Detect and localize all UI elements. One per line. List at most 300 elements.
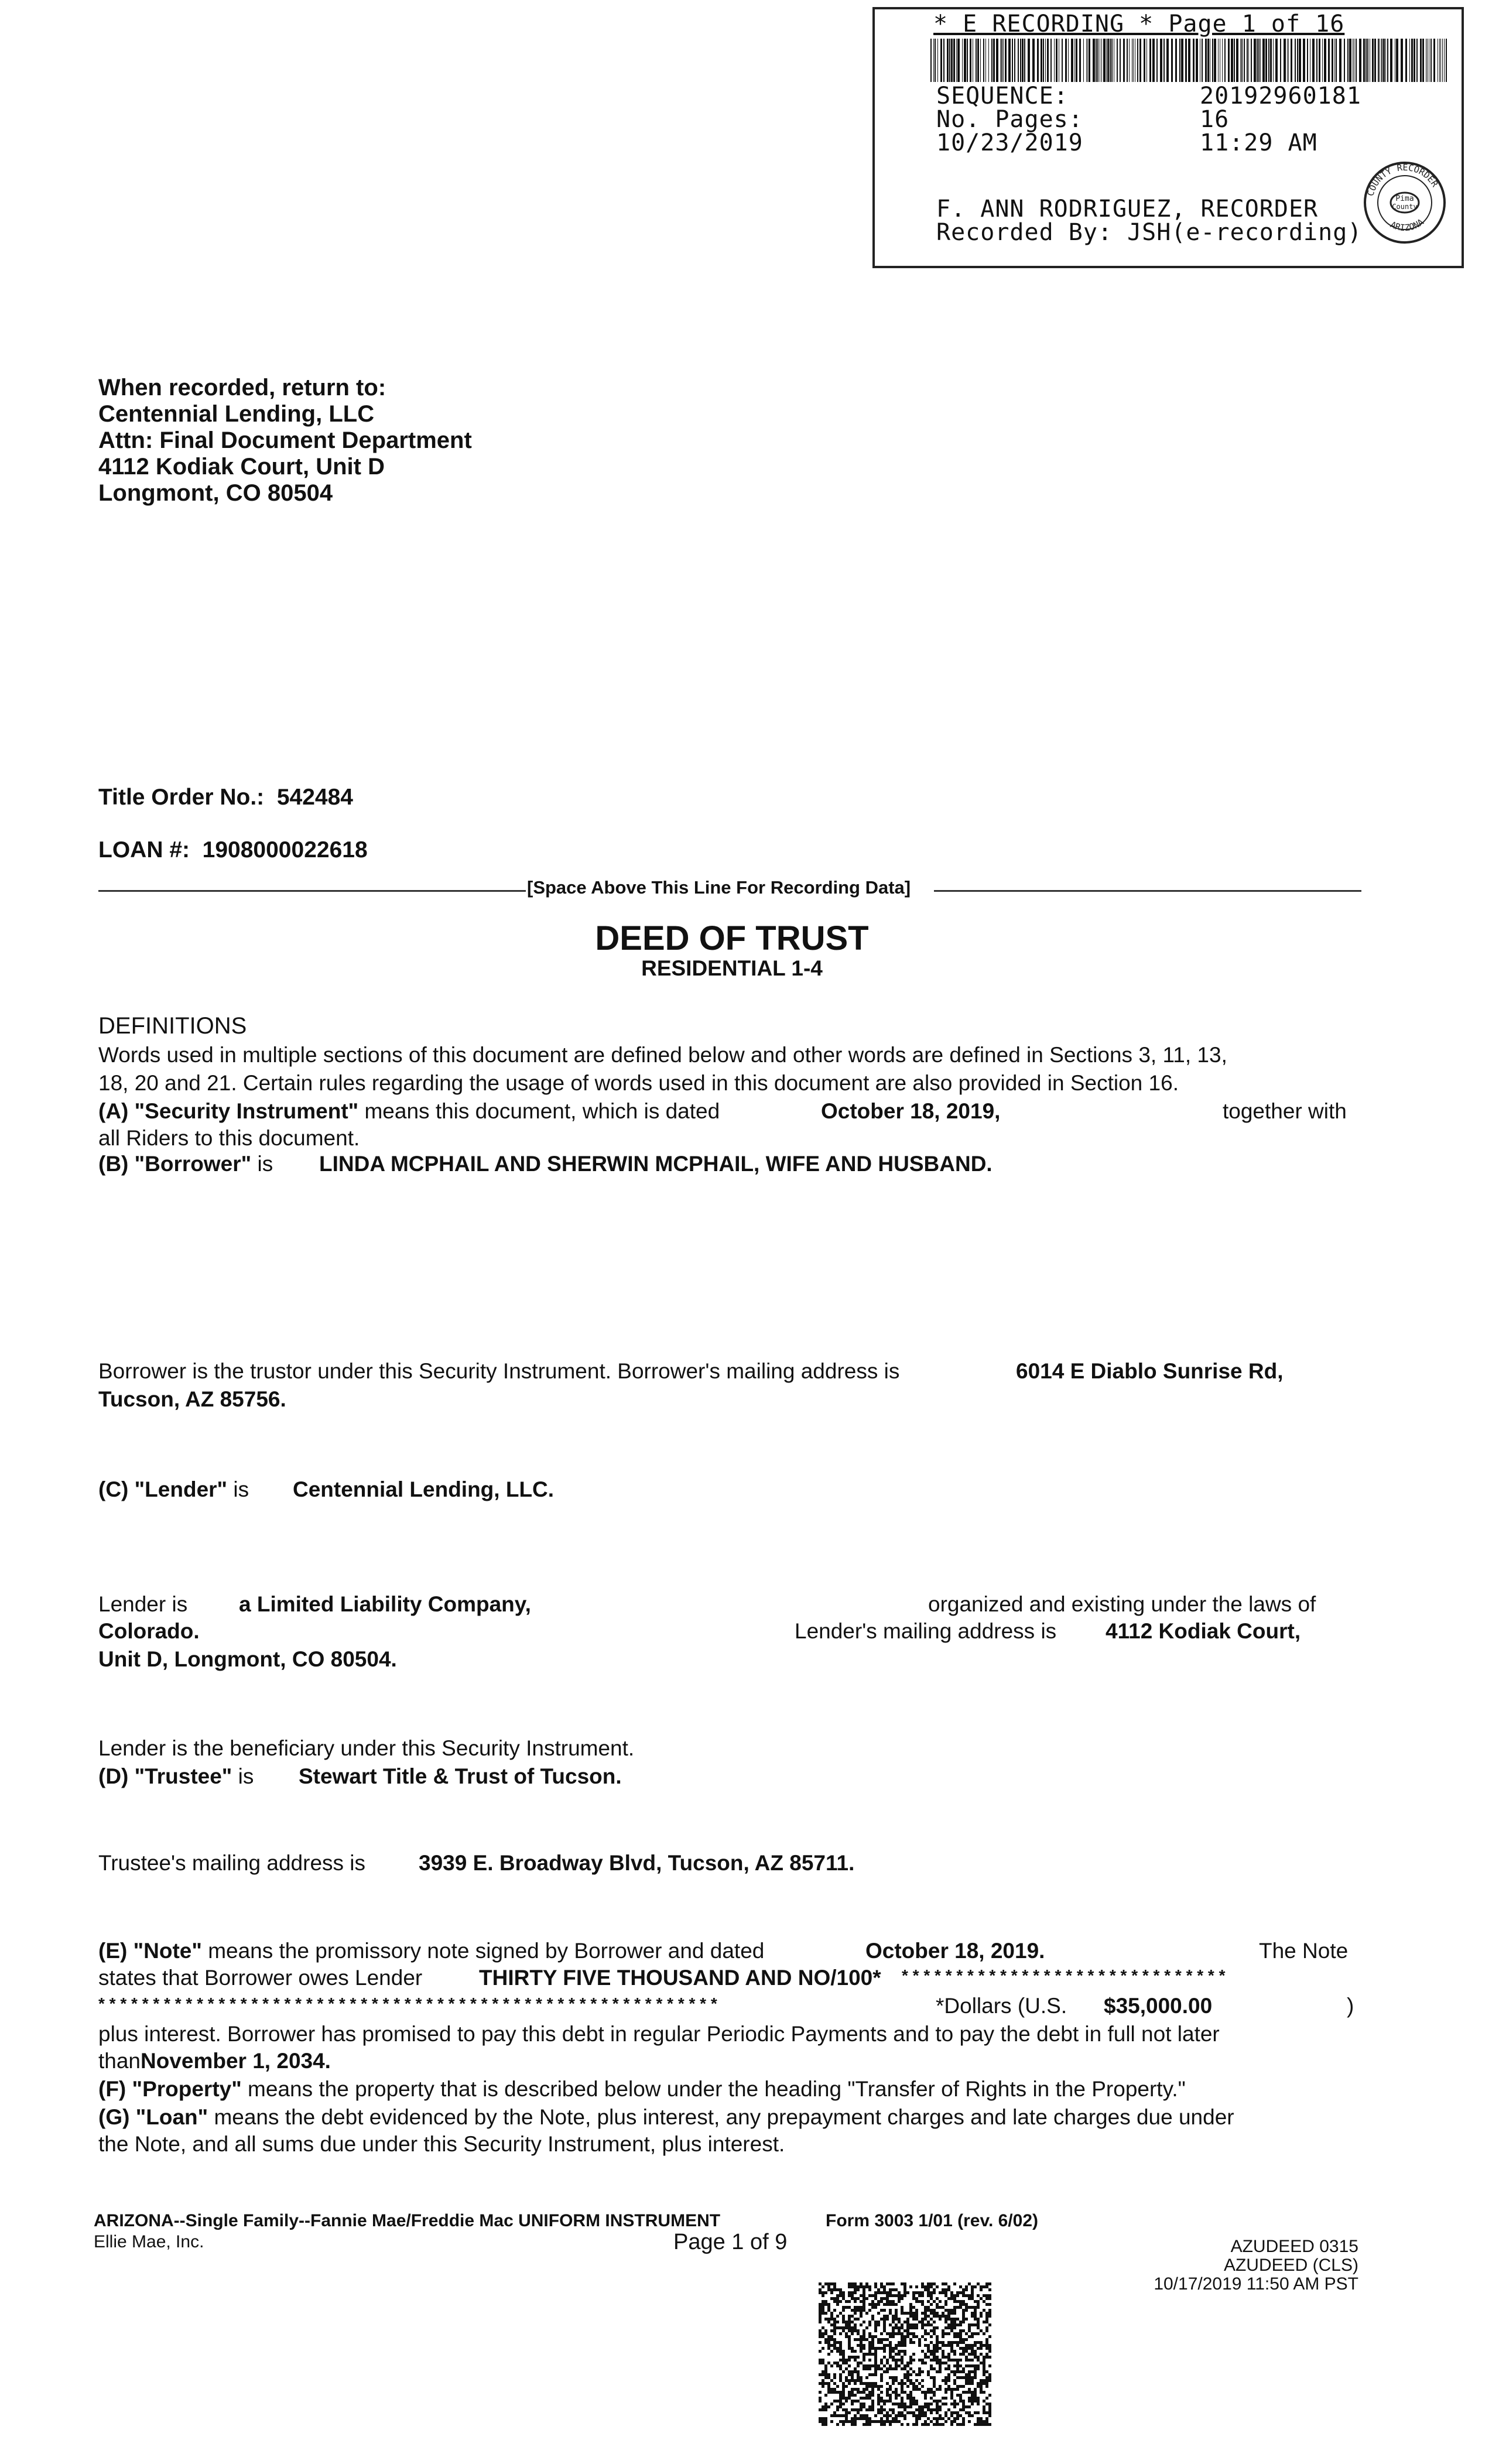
qr-module [974, 2423, 977, 2426]
qr-module [865, 2388, 868, 2391]
barcode-bar [1444, 39, 1445, 82]
qr-module [874, 2291, 877, 2294]
qr-module [936, 2335, 939, 2338]
qr-module [845, 2420, 848, 2423]
qr-module [839, 2420, 842, 2423]
qr-module [842, 2388, 845, 2391]
qr-module [822, 2370, 824, 2373]
barcode-bar [1093, 39, 1095, 82]
barcode-bar [1120, 39, 1121, 82]
qr-module [842, 2291, 845, 2294]
qr-module [915, 2312, 918, 2315]
qr-module [933, 2423, 936, 2426]
qr-module [822, 2405, 824, 2408]
qr-module [848, 2397, 851, 2400]
qr-module [933, 2309, 936, 2312]
qr-module [909, 2367, 912, 2370]
qr-module [921, 2291, 924, 2294]
qr-module [824, 2403, 827, 2405]
qr-module [985, 2297, 988, 2300]
qr-module [871, 2391, 874, 2394]
qr-module [924, 2315, 927, 2318]
barcode-bar [1288, 39, 1289, 82]
qr-module [971, 2382, 974, 2385]
qr-module [857, 2408, 860, 2411]
qr-module [927, 2356, 930, 2359]
qr-module [827, 2285, 830, 2288]
barcode-bar [1287, 39, 1288, 82]
barcode-bar [993, 39, 995, 82]
qr-module [977, 2303, 980, 2306]
qr-module [883, 2350, 886, 2353]
barcode-bar [1411, 39, 1413, 82]
barcode-bar [1107, 39, 1109, 82]
qr-module [824, 2338, 827, 2341]
definition-d-is: is [238, 1764, 254, 1788]
qr-module [860, 2285, 863, 2288]
qr-module [977, 2359, 980, 2362]
barcode-bar [1363, 39, 1365, 82]
qr-module [892, 2379, 895, 2382]
qr-module [854, 2288, 857, 2291]
qr-module [918, 2341, 921, 2344]
qr-module [842, 2309, 845, 2312]
qr-module [895, 2332, 898, 2335]
qr-module [842, 2306, 845, 2309]
qr-module [842, 2385, 845, 2388]
qr-module [909, 2403, 912, 2405]
qr-module [930, 2388, 933, 2391]
barcode-bar [1268, 39, 1269, 82]
qr-module [956, 2417, 959, 2420]
barcode-bar [1433, 39, 1435, 82]
qr-module [830, 2350, 833, 2353]
definition-b [98, 1151, 273, 1177]
qr-module [985, 2282, 988, 2285]
qr-module [880, 2362, 883, 2364]
qr-module [936, 2403, 939, 2405]
qr-module [947, 2388, 950, 2391]
qr-module [892, 2288, 895, 2291]
qr-module [965, 2405, 968, 2408]
barcode-bar [1212, 39, 1213, 82]
qr-module [933, 2326, 936, 2329]
qr-module [836, 2288, 839, 2291]
qr-module [895, 2288, 898, 2291]
qr-module [851, 2329, 854, 2332]
qr-module [971, 2414, 974, 2417]
qr-module [915, 2417, 918, 2420]
qr-module [880, 2417, 883, 2420]
qr-module [947, 2344, 950, 2347]
lender-mailing-label: Lender's mailing address is [795, 1619, 1057, 1643]
qr-module [909, 2394, 912, 2397]
qr-module [959, 2353, 962, 2356]
qr-module [930, 2376, 933, 2379]
qr-module [854, 2423, 857, 2426]
qr-module [845, 2400, 848, 2403]
barcode-bar [1446, 39, 1447, 82]
qr-module [983, 2411, 985, 2414]
recorded-by: Recorded By: JSH(e-recording) [936, 219, 1363, 246]
qr-module [865, 2420, 868, 2423]
maturity-date: November 1, 2034. [141, 2049, 331, 2073]
definition-a-label: (A) "Security Instrument" [98, 1099, 359, 1123]
qr-module [901, 2405, 903, 2408]
qr-module [848, 2335, 851, 2338]
return-to-company: Centennial Lending, LLC [98, 401, 375, 427]
qr-module [947, 2408, 950, 2411]
qr-module [865, 2376, 868, 2379]
recording-divider-right [934, 890, 1361, 892]
qr-module [830, 2282, 833, 2285]
recorder-name: F. ANN RODRIGUEZ, RECORDER [936, 196, 1319, 223]
qr-module [848, 2282, 851, 2285]
qr-module [959, 2335, 962, 2338]
qr-module [863, 2321, 865, 2323]
barcode-bar [1303, 39, 1305, 82]
qr-module [915, 2423, 918, 2426]
qr-module [836, 2300, 839, 2303]
qr-module [824, 2364, 827, 2367]
barcode-bar [1086, 39, 1087, 82]
qr-module [956, 2359, 959, 2362]
qr-module [950, 2350, 953, 2353]
qr-module [953, 2335, 956, 2338]
barcode-bar [1234, 39, 1235, 82]
qr-module [950, 2394, 953, 2397]
qr-module [912, 2353, 915, 2356]
qr-module [824, 2405, 827, 2408]
qr-module [947, 2323, 950, 2326]
svg-text:COUNTY RECORDER: COUNTY RECORDER [1365, 162, 1440, 197]
qr-module [827, 2309, 830, 2312]
barcode-bar [1160, 39, 1162, 82]
qr-module [883, 2321, 886, 2323]
qr-module [898, 2300, 901, 2303]
barcode-bar [1344, 39, 1345, 82]
qr-module [857, 2344, 860, 2347]
qr-module [833, 2318, 836, 2321]
qr-module [939, 2291, 942, 2294]
qr-module [877, 2397, 880, 2400]
qr-module [983, 2309, 985, 2312]
barcode-bar [1193, 39, 1195, 82]
barcode-bar [1324, 39, 1326, 82]
footer-code2: AZUDEED (CLS) [1223, 2256, 1358, 2275]
qr-module [933, 2312, 936, 2315]
qr-module [863, 2344, 865, 2347]
qr-module [839, 2400, 842, 2403]
qr-module [877, 2400, 880, 2403]
qr-module [886, 2300, 889, 2303]
qr-module [983, 2364, 985, 2367]
qr-module [895, 2303, 898, 2306]
qr-module [936, 2356, 939, 2359]
qr-module [906, 2411, 909, 2414]
qr-module [950, 2341, 953, 2344]
qr-module [983, 2300, 985, 2303]
qr-module [903, 2335, 906, 2338]
qr-module [909, 2312, 912, 2315]
qr-module [880, 2297, 883, 2300]
qr-module [912, 2315, 915, 2318]
definition-e-label: (E) "Note" [98, 1939, 202, 1963]
qr-module [909, 2323, 912, 2326]
qr-module [836, 2400, 839, 2403]
definition-e [98, 1938, 764, 1964]
qr-module [863, 2405, 865, 2408]
qr-module [874, 2294, 877, 2297]
qr-module [895, 2391, 898, 2394]
qr-module [933, 2353, 936, 2356]
qr-module [880, 2408, 883, 2411]
qr-module [836, 2341, 839, 2344]
qr-module [927, 2306, 930, 2309]
qr-module [871, 2303, 874, 2306]
barcode-bar [1117, 39, 1118, 82]
qr-barcode-icon [819, 2282, 991, 2426]
qr-module [962, 2329, 965, 2332]
qr-module [909, 2285, 912, 2288]
qr-module [819, 2282, 822, 2285]
barcode-bar [991, 39, 993, 82]
qr-module [895, 2353, 898, 2356]
qr-module [924, 2318, 927, 2321]
qr-module [939, 2417, 942, 2420]
qr-module [851, 2420, 854, 2423]
note-stars-line1: * * * * * * * * * * * * * * * * * * * * * * * * * * * * * * [902, 1966, 1226, 1984]
pages-label: No. Pages: [936, 106, 1083, 133]
qr-module [947, 2318, 950, 2321]
qr-module [942, 2423, 944, 2426]
qr-module [985, 2341, 988, 2344]
organized-text: organized and existing under the laws of [928, 1592, 1316, 1616]
qr-module [848, 2356, 851, 2359]
qr-module [953, 2353, 956, 2356]
qr-module [947, 2297, 950, 2300]
qr-module [883, 2309, 886, 2312]
barcode-bar [1014, 39, 1015, 82]
qr-module [962, 2350, 965, 2353]
qr-module [827, 2373, 830, 2376]
qr-module [912, 2306, 915, 2309]
qr-module [912, 2323, 915, 2326]
qr-module [865, 2417, 868, 2420]
qr-module [842, 2294, 845, 2297]
qr-module [880, 2341, 883, 2344]
qr-module [971, 2335, 974, 2338]
qr-module [854, 2318, 857, 2321]
qr-module [883, 2288, 886, 2291]
qr-module [927, 2388, 930, 2391]
qr-module [985, 2338, 988, 2341]
qr-module [886, 2315, 889, 2318]
qr-module [836, 2362, 839, 2364]
qr-module [906, 2335, 909, 2338]
qr-module [889, 2400, 892, 2403]
qr-module [898, 2394, 901, 2397]
qr-module [819, 2306, 822, 2309]
qr-module [985, 2353, 988, 2356]
qr-module [962, 2291, 965, 2294]
qr-module [901, 2362, 903, 2364]
qr-module [877, 2291, 880, 2294]
qr-module [822, 2373, 824, 2376]
qr-module [895, 2379, 898, 2382]
qr-module [924, 2397, 927, 2400]
qr-module [836, 2297, 839, 2300]
qr-module [939, 2367, 942, 2370]
qr-module [918, 2344, 921, 2347]
qr-module [854, 2306, 857, 2309]
qr-module [874, 2373, 877, 2376]
svg-text:Pima: Pima [1395, 194, 1414, 203]
qr-module [980, 2388, 983, 2391]
qr-module [901, 2379, 903, 2382]
qr-module [988, 2403, 991, 2405]
qr-module [886, 2370, 889, 2373]
qr-module [915, 2335, 918, 2338]
qr-module [868, 2417, 871, 2420]
barcode-bar [988, 39, 989, 82]
qr-module [898, 2403, 901, 2405]
qr-module [918, 2300, 921, 2303]
barcode-bar [1270, 39, 1272, 82]
qr-module [842, 2359, 845, 2362]
qr-module [962, 2315, 965, 2318]
qr-module [915, 2326, 918, 2329]
qr-module [901, 2423, 903, 2426]
qr-module [933, 2367, 936, 2370]
barcode-bar [1032, 39, 1035, 82]
qr-module [903, 2285, 906, 2288]
document-title: DEED OF TRUST [595, 919, 869, 957]
qr-module [848, 2420, 851, 2423]
qr-module [851, 2350, 854, 2353]
qr-module [827, 2388, 830, 2391]
barcode-bar [1156, 39, 1158, 82]
qr-module [930, 2285, 933, 2288]
qr-module [863, 2382, 865, 2385]
qr-module [824, 2312, 827, 2315]
qr-module [962, 2294, 965, 2297]
qr-module [980, 2353, 983, 2356]
qr-module [933, 2315, 936, 2318]
qr-module [930, 2329, 933, 2332]
qr-module [971, 2394, 974, 2397]
qr-module [983, 2294, 985, 2297]
qr-module [842, 2370, 845, 2373]
recording-time: 11:29 AM [1200, 129, 1317, 156]
qr-module [854, 2350, 857, 2353]
qr-module [819, 2408, 822, 2411]
qr-module [924, 2414, 927, 2417]
qr-module [924, 2309, 927, 2312]
qr-module [819, 2400, 822, 2403]
barcode-bar [1037, 39, 1039, 82]
qr-module [912, 2341, 915, 2344]
qr-module [868, 2332, 871, 2335]
qr-module [953, 2420, 956, 2423]
barcode-bar [1332, 39, 1333, 82]
barcode-bar [1365, 39, 1367, 82]
qr-module [980, 2341, 983, 2344]
qr-module [868, 2347, 871, 2350]
qr-module [871, 2341, 874, 2344]
qr-module [974, 2309, 977, 2312]
qr-module [971, 2288, 974, 2291]
qr-module [836, 2321, 839, 2323]
qr-module [886, 2359, 889, 2362]
qr-module [860, 2405, 863, 2408]
qr-module [892, 2347, 895, 2350]
qr-module [857, 2379, 860, 2382]
qr-module [851, 2321, 854, 2323]
qr-module [983, 2379, 985, 2382]
qr-module [874, 2414, 877, 2417]
qr-module [927, 2405, 930, 2408]
barcode-bar [970, 39, 971, 82]
note-line4: plus interest. Borrower has promised to pay this debt in regular Periodic Payments and to pay the debt in full not later [98, 2022, 1220, 2046]
barcode-bar [1163, 39, 1165, 82]
qr-module [819, 2321, 822, 2323]
qr-module [953, 2379, 956, 2382]
qr-module [863, 2364, 865, 2367]
qr-module [912, 2297, 915, 2300]
qr-module [921, 2282, 924, 2285]
qr-module [953, 2300, 956, 2303]
qr-module [906, 2329, 909, 2332]
qr-module [988, 2376, 991, 2379]
qr-module [983, 2367, 985, 2370]
qr-module [936, 2400, 939, 2403]
qr-module [985, 2312, 988, 2315]
qr-module [863, 2397, 865, 2400]
qr-module [985, 2285, 988, 2288]
qr-module [909, 2306, 912, 2309]
definition-a [98, 1098, 720, 1124]
barcode-bar [1258, 39, 1260, 82]
qr-module [877, 2367, 880, 2370]
return-to-street: 4112 Kodiak Court, Unit D [98, 454, 385, 480]
barcode-bar [1260, 39, 1261, 82]
qr-module [977, 2356, 980, 2359]
qr-module [942, 2350, 944, 2353]
qr-module [830, 2414, 833, 2417]
qr-module [842, 2315, 845, 2318]
qr-module [974, 2306, 977, 2309]
qr-module [842, 2321, 845, 2323]
qr-module [906, 2318, 909, 2321]
barcode-bar [1312, 39, 1315, 82]
qr-module [827, 2321, 830, 2323]
qr-module [909, 2315, 912, 2318]
qr-module [930, 2291, 933, 2294]
qr-module [927, 2344, 930, 2347]
note-amount: $35,000.00 [1104, 1994, 1213, 2018]
qr-module [956, 2300, 959, 2303]
qr-module [839, 2350, 842, 2353]
qr-module [883, 2318, 886, 2321]
qr-module [874, 2353, 877, 2356]
qr-module [880, 2318, 883, 2321]
qr-module [863, 2300, 865, 2303]
definition-c-label: (C) "Lender" [98, 1477, 228, 1501]
qr-module [851, 2388, 854, 2391]
qr-module [927, 2373, 930, 2376]
qr-module [854, 2388, 857, 2391]
